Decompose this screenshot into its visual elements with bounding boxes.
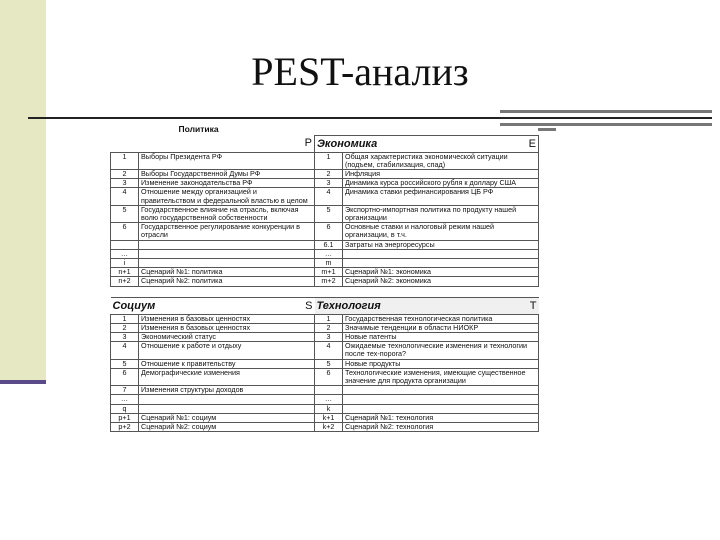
cell-number: 2	[111, 323, 139, 332]
cell-text: Отношение к правительству	[139, 359, 315, 368]
cell-text: Ожидаемые технологические изменения и технологии после тех-порога?	[343, 342, 539, 359]
cell-number: 5	[111, 359, 139, 368]
table-row	[111, 404, 539, 413]
cell-number: 1	[111, 152, 139, 169]
cell-number: 3	[111, 179, 139, 188]
cell-text: Затраты на энергоресурсы	[343, 240, 539, 249]
table-row	[111, 268, 539, 277]
cell-number: 1	[315, 314, 343, 323]
cell-number: 4	[111, 342, 139, 359]
social-letter: S	[305, 299, 313, 312]
table-row	[111, 413, 539, 422]
table-row	[111, 188, 539, 205]
cell-number: 6	[315, 223, 343, 240]
top-rows	[111, 152, 539, 286]
tech-header: Технология	[316, 299, 381, 312]
table-row	[111, 359, 539, 368]
left-accent-rule	[0, 380, 46, 384]
social-header: Социум	[112, 299, 156, 312]
cell-text: Демографические изменения	[139, 368, 315, 385]
cell-number: i	[111, 258, 139, 267]
cell-text: Экспортно-импортная политика по продукту нашей организации	[343, 205, 539, 222]
cell-number: k	[315, 404, 343, 413]
cell-text	[139, 258, 315, 267]
table-row	[111, 395, 539, 404]
cell-text	[343, 404, 539, 413]
decor-line-top	[500, 110, 712, 113]
cell-text: Значимые тенденции в области НИОКР	[343, 323, 539, 332]
cell-text	[139, 240, 315, 249]
cell-text: Экономический статус	[139, 332, 315, 341]
social-tech-header-row	[111, 297, 539, 314]
cell-number: q	[111, 404, 139, 413]
cell-text	[343, 395, 539, 404]
table-row	[111, 258, 539, 267]
cell-text: Государственное влияние на отрасль, включая волю государственной собственности	[139, 205, 315, 222]
cell-number: 5	[111, 205, 139, 222]
cell-number	[315, 386, 343, 395]
cell-number: 7	[111, 386, 139, 395]
cell-number: 1	[315, 152, 343, 169]
table-row	[111, 223, 539, 240]
cell-number: 2	[315, 169, 343, 178]
politics-header-row	[111, 124, 539, 135]
cell-number: 5	[315, 359, 343, 368]
cell-number: n+2	[111, 277, 139, 286]
cell-number: 6	[111, 223, 139, 240]
cell-number: 3	[315, 179, 343, 188]
cell-number: 2	[315, 323, 343, 332]
cell-number: n+1	[111, 268, 139, 277]
cell-number: 4	[315, 342, 343, 359]
cell-number: 6	[315, 368, 343, 385]
cell-text: Сценарий №1: социум	[139, 413, 315, 422]
cell-text	[343, 386, 539, 395]
cell-number: k+1	[315, 413, 343, 422]
cell-text: Инфляция	[343, 169, 539, 178]
table-row	[111, 277, 539, 286]
cell-text: Основные ставки и налоговый режим нашей организации, в т.ч.	[343, 223, 539, 240]
table-row	[111, 314, 539, 323]
cell-number: 4	[315, 188, 343, 205]
cell-number: …	[315, 249, 343, 258]
cell-text: Изменение законодательства РФ	[139, 179, 315, 188]
slide-title: PEST-анализ	[251, 49, 469, 94]
cell-text: Технологические изменения, имеющие существенное значение для продукта организации	[343, 368, 539, 385]
cell-number: 2	[111, 169, 139, 178]
cell-number: k+2	[315, 422, 343, 431]
cell-text: Выборы Президента РФ	[139, 152, 315, 169]
cell-text: Сценарий №2: экономика	[343, 277, 539, 286]
cell-text: Выборы Государственной Думы РФ	[139, 169, 315, 178]
cell-text: Общая характеристика экономической ситуации (подъем, стабилизация, спад)	[343, 152, 539, 169]
cell-text: Изменения в базовых ценностях	[139, 314, 315, 323]
cell-number: …	[111, 249, 139, 258]
table-row	[111, 205, 539, 222]
cell-text: Государственное регулирование конкуренции в отрасли	[139, 223, 315, 240]
cell-text: Новые продукты	[343, 359, 539, 368]
cell-text	[343, 258, 539, 267]
politics-header: Политика	[178, 124, 219, 134]
cell-number: 3	[111, 332, 139, 341]
cell-text: Изменения в базовых ценностях	[139, 323, 315, 332]
bottom-header	[111, 286, 539, 314]
cell-text: Динамика курса российского рубля к доллару США	[343, 179, 539, 188]
decor-tick	[538, 128, 556, 131]
cell-text: Новые патенты	[343, 332, 539, 341]
cell-number: m+2	[315, 277, 343, 286]
cell-text: Отношение между организацией и правительством и федеральной властью в целом	[139, 188, 315, 205]
table-row	[111, 240, 539, 249]
cell-text: Сценарий №1: технология	[343, 413, 539, 422]
cell-text	[139, 404, 315, 413]
cell-text: Динамика ставки рефинансирования ЦБ РФ	[343, 188, 539, 205]
cell-number: 4	[111, 188, 139, 205]
cell-number	[111, 240, 139, 249]
cell-number: p+2	[111, 422, 139, 431]
cell-text: Сценарий №2: социум	[139, 422, 315, 431]
cell-text: Сценарий №2: политика	[139, 277, 315, 286]
cell-text	[139, 249, 315, 258]
table-row	[111, 422, 539, 431]
table-row	[111, 386, 539, 395]
title-underline	[28, 117, 712, 119]
top-section	[111, 124, 539, 152]
cell-number: p+1	[111, 413, 139, 422]
politics-letter: P	[304, 137, 312, 149]
cell-text: Отношение к работе и отдыху	[139, 342, 315, 359]
tech-letter: T	[529, 299, 537, 312]
economy-header-row	[111, 135, 539, 152]
cell-number: 5	[315, 205, 343, 222]
economy-header: Экономика	[317, 137, 378, 150]
table-row	[111, 368, 539, 385]
cell-text: Изменения структуры доходов	[139, 386, 315, 395]
cell-text: Сценарий №1: экономика	[343, 268, 539, 277]
cell-number: 6	[111, 368, 139, 385]
pest-table	[110, 124, 539, 432]
table-row	[111, 323, 539, 332]
cell-number: …	[315, 395, 343, 404]
cell-text: Государственная технологическая политика	[343, 314, 539, 323]
cell-text	[139, 395, 315, 404]
table-row	[111, 152, 539, 169]
cell-text: Сценарий №1: политика	[139, 268, 315, 277]
cell-number: 1	[111, 314, 139, 323]
cell-number: 3	[315, 332, 343, 341]
table-row	[111, 179, 539, 188]
cell-text: Сценарий №2: технология	[343, 422, 539, 431]
table-row	[111, 169, 539, 178]
table-row	[111, 249, 539, 258]
bottom-rows	[111, 314, 539, 432]
cell-number: m+1	[315, 268, 343, 277]
table-row	[111, 342, 539, 359]
cell-number: 6.1	[315, 240, 343, 249]
economy-letter: E	[528, 137, 536, 150]
cell-number: m	[315, 258, 343, 267]
cell-number: …	[111, 395, 139, 404]
cell-text	[343, 249, 539, 258]
pest-table-sheet	[110, 124, 538, 534]
table-row	[111, 332, 539, 341]
